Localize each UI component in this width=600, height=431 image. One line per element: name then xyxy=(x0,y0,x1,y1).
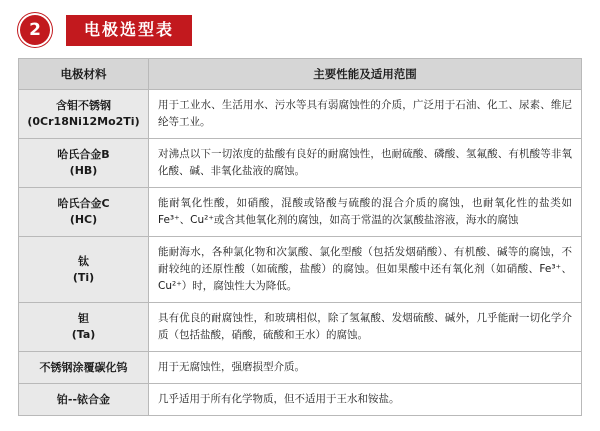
section-number-badge xyxy=(18,13,52,47)
material-name-line: 哈氏合金B xyxy=(57,148,110,162)
table-header-row xyxy=(19,59,582,90)
material-cell xyxy=(19,237,149,303)
material-code-line: (0Cr18Ni12Mo2Ti) xyxy=(27,115,140,128)
material-code-line: (Ti) xyxy=(72,270,95,284)
material-cell xyxy=(19,384,149,416)
material-code-line: (HB) xyxy=(69,164,98,177)
table-row xyxy=(19,384,582,416)
material-name-line: 钽 xyxy=(78,312,89,326)
description-cell: 用于工业水、生活用水、污水等具有弱腐蚀性的介质，广泛用于石油、化工、尿素、维尼纶等工业。 xyxy=(149,90,582,139)
electrode-selection-table xyxy=(18,58,582,416)
material-cell xyxy=(19,139,149,188)
table-row xyxy=(19,303,582,352)
table-body xyxy=(19,90,582,416)
table-row xyxy=(19,90,582,139)
page-header xyxy=(18,10,582,50)
description-cell: 几乎适用于所有化学物质，但不适用于王水和铵盐。 xyxy=(149,384,582,416)
description-cell: 对沸点以下一切浓度的盐酸有良好的耐腐蚀性，也耐硫酸、磷酸、氢氟酸、有机酸等非氧化酸、碱、非氧化盐液的腐蚀。 xyxy=(149,139,582,188)
material-code-line: (HC) xyxy=(69,213,98,226)
column-header-performance: 主要性能及适用范围 xyxy=(149,59,582,90)
material-name-line: 不锈钢涂覆碳化钨 xyxy=(39,360,128,374)
table-row xyxy=(19,352,582,384)
description-cell: 具有优良的耐腐蚀性，和玻璃相似，除了氢氟酸、发烟硫酸、碱外，几乎能耐一切化学介质（包括盐酸，硝酸，硫酸和王水）的腐蚀。 xyxy=(149,303,582,352)
description-cell: 能耐氧化性酸，如硝酸，混酸或铬酸与硫酸的混合介质的腐蚀，也耐氧化性的盐类如Fe³⁺、Cu²⁺或含其他氧化剂的腐蚀，如高于常温的次氯酸盐溶液，海水的腐蚀 xyxy=(149,188,582,237)
description-cell: 能耐海水，各种氯化物和次氯酸、氯化型酸（包括发烟硝酸）、有机酸、碱等的腐蚀，不耐较纯的还原性酸（如硫酸，盐酸）的腐蚀。但如果酸中还有氧化剂（如硝酸、Fe³⁺、Cu²⁺）时，腐蚀性大为降低。 xyxy=(149,237,582,303)
table-row xyxy=(19,188,582,237)
material-cell xyxy=(19,352,149,384)
column-header-material: 电极材料 xyxy=(19,59,149,90)
material-name-line: 哈氏合金C xyxy=(57,197,110,211)
description-cell: 用于无腐蚀性，强磨损型介质。 xyxy=(149,352,582,384)
material-code-line: (Ta) xyxy=(71,328,96,341)
material-name-line: 钛 xyxy=(78,254,89,268)
table-row xyxy=(19,139,582,188)
page-title: 电极选型表 xyxy=(66,15,192,46)
material-name-line: 含钼不锈钢 xyxy=(56,99,111,113)
material-name-line: 铂--铱合金 xyxy=(56,392,111,406)
material-cell xyxy=(19,90,149,139)
material-cell xyxy=(19,303,149,352)
table-row xyxy=(19,237,582,303)
table-header xyxy=(19,59,582,90)
section-number-text: 2 xyxy=(29,20,41,40)
material-cell xyxy=(19,188,149,237)
